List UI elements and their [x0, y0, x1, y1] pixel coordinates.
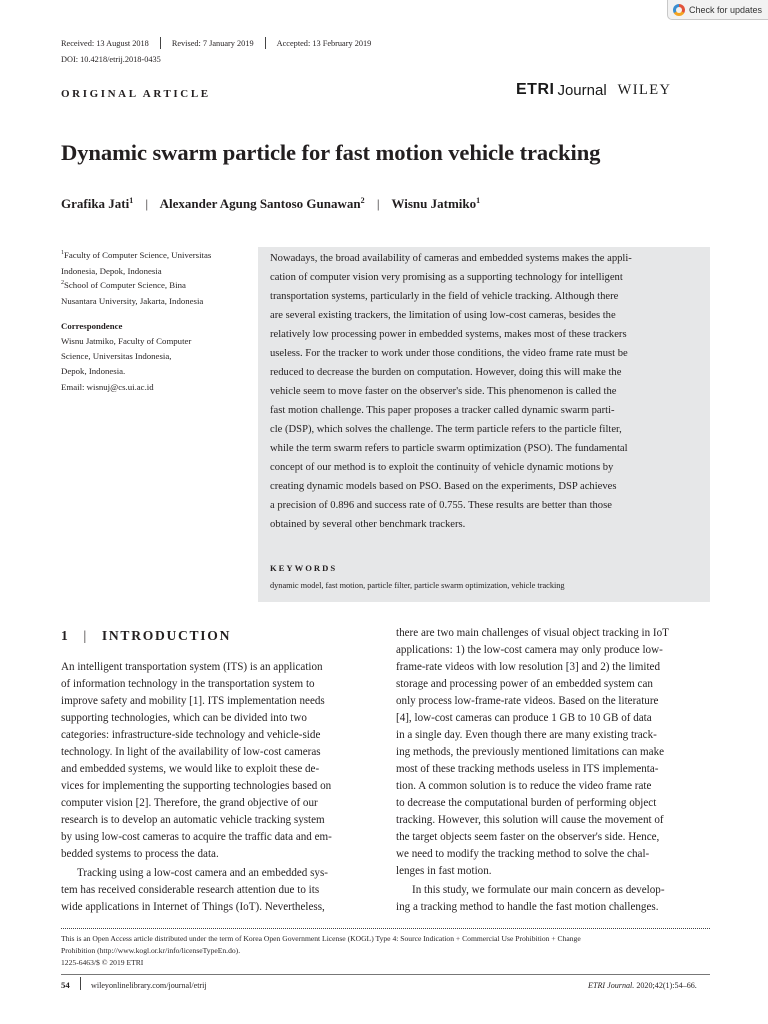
- body-line: vices for implementing the supporting technologies based on: [61, 780, 332, 792]
- body-line: bedded systems to process the data.: [61, 848, 219, 860]
- section-title: INTRODUCTION: [101, 628, 232, 643]
- abstract-line: Nowadays, the broad availability of cameras and embedded systems makes the appli-: [270, 253, 632, 264]
- correspondence-email: Email: wisnuj@cs.ui.ac.id: [61, 381, 154, 392]
- abstract-line: while the term swarm refers to particle swarm optimization (PSO). The fundamental: [270, 443, 628, 454]
- journal-citation: [588, 981, 697, 990]
- abstract-line: obtained by several other benchmark trackers.: [270, 519, 466, 530]
- body-line: we need to modify the tracking method to solve the chal-: [396, 848, 650, 860]
- date-divider: [265, 37, 266, 49]
- article-dates: [61, 37, 371, 49]
- date-divider: [160, 37, 161, 49]
- journal-brand: [516, 80, 671, 100]
- author-name: Alexander Agung Santoso Gunawan: [159, 196, 361, 211]
- wiley-logo: WILEY: [617, 81, 672, 98]
- abstract-line: useless. For the tracker to work under those conditions, the video frame rate must be: [270, 348, 628, 359]
- body-line: technology. In light of the availability of low-cost cameras: [61, 746, 321, 758]
- author-affiliation-mark: 1: [129, 196, 134, 205]
- body-line: tem has received considerable research attention due to its: [61, 884, 320, 896]
- affiliation: $^2$School of Computer Science, Bina Nusantara University, Jakarta, Indonesia: [61, 280, 204, 306]
- affiliation: $^1$Faculty of Computer Science, Universitas Indonesia, Depok, Indonesia: [61, 250, 212, 276]
- abstract-line: vehicle seem to move faster on the observer's side. This phenomenon is called the: [270, 386, 617, 397]
- body-line: by using low-cost cameras to acquire the traffic data and em-: [61, 831, 332, 843]
- body-line: frame-rate videos with low resolution [3] and 2) the limited: [396, 661, 661, 673]
- body-line: to decrease the computational burden of performing object: [396, 797, 657, 809]
- body-line: most of these tracking methods useless in ITS implementa-: [396, 763, 659, 775]
- abstract-line: cle (DSP), which solves the challenge. The term particle refers to the particle filter,: [270, 424, 622, 435]
- body-line: Tracking using a low-cost camera and an embedded sys-: [77, 867, 328, 879]
- body-line: An intelligent transportation system (ITS) is an application: [61, 661, 323, 673]
- body-line: supporting technologies, which can be divided into two: [61, 712, 307, 724]
- page-number-divider: [80, 977, 81, 990]
- journal-website-link[interactable]: wileyonlinelibrary.com/journal/etrij: [91, 981, 207, 990]
- author-name: Wisnu Jatmiko: [391, 196, 477, 211]
- author-separator: |: [145, 196, 149, 211]
- abstract-line: reduced to decrease the burden on computation. However, doing this will make the: [270, 367, 622, 378]
- body-line: only process low-frame-rate videos. Based on the literature: [396, 695, 659, 707]
- etri-logo: ETRI: [516, 81, 555, 98]
- body-line: tion. A common solution is to reduce the video frame rate: [396, 780, 652, 792]
- abstract-line: fast motion challenge. This paper proposes a tracker called dynamic swarm parti-: [270, 405, 615, 416]
- check-for-updates-button[interactable]: [667, 0, 768, 20]
- body-line: in a single day. Even though there are many existing track-: [396, 729, 657, 741]
- correspondence: Wisnu Jatmiko, Faculty of Computer Science, Universitas Indonesia, Depok, Indonesia. Email: wisnuj@cs.ui.ac.id: [61, 336, 192, 392]
- keywords-text: dynamic model, fast motion, particle filter, particle swarm optimization, vehicle tracking: [270, 581, 565, 590]
- body-line: improve safety and mobility [1]. ITS implementation needs: [61, 695, 325, 707]
- abstract-line: concept of our method is to exploit the continuity of vehicle dynamic motions by: [270, 462, 614, 473]
- crossmark-icon: [673, 4, 685, 16]
- body-line: and embedded systems, we would like to exploit these de-: [61, 763, 320, 775]
- body-line: wide applications in Internet of Things (IoT). Nevertheless,: [61, 901, 325, 913]
- author-list: [61, 196, 480, 212]
- abstract-line: transportation systems, particularly in the field of vehicle tracking. Although there: [270, 291, 619, 302]
- author-affiliation-mark: 1: [476, 196, 481, 205]
- body-line: tracking. However, this solution will cause the movement of: [396, 814, 664, 826]
- abstract-line: cation of computer vision very promising as a supporting technology for intelligent: [270, 272, 623, 283]
- body-line: In this study, we formulate our main concern as develop-: [412, 884, 665, 896]
- body-line: ing a tracking method to handle the fast motion challenges.: [396, 901, 659, 913]
- journal-logo-text: Journal: [557, 81, 607, 99]
- accepted-date: Accepted: 13 February 2019: [276, 39, 372, 48]
- abstract-line: are several existing trackers, the limitation of using low-cost cameras, besides the: [270, 310, 616, 321]
- revised-date: Revised: 7 January 2019: [171, 39, 254, 48]
- abstract-line: relatively low processing power in embedded systems, makes most of these trackers: [270, 329, 627, 340]
- footer-divider: [61, 928, 710, 929]
- body-line: storage and processing power of an embedded system can: [396, 678, 653, 690]
- body-line: ing methods, the previously mentioned limitations can make: [396, 746, 665, 758]
- correspondence-heading: Correspondence: [61, 321, 123, 331]
- section-separator: |: [83, 628, 88, 643]
- license-text: This is an Open Access article distributed under the term of Korea Open Government License (KOGL) Type 4: Source Indication + Commercial Use Prohibition + Change: [61, 934, 581, 943]
- body-line: applications: 1) the low-cost camera may only produce low-: [396, 644, 663, 656]
- body-line: lenges in fast motion.: [396, 865, 492, 877]
- page-footer-divider: [61, 974, 710, 975]
- license-text: Prohibition (http://www.kogl.or.kr/info/licenseTypeEn.do).: [61, 946, 241, 955]
- body-line: [4], low-cost cameras can produce 1 GB to 10 GB of data: [396, 712, 652, 724]
- abstract-line: creating dynamic models based on PSO. Based on the experiments, DSP achieves: [270, 481, 617, 492]
- body-line: categories: infrastructure-side technology and vehicle-side: [61, 729, 321, 741]
- citation-details: 2020;42(1):54–66.: [634, 981, 697, 990]
- abstract-line: a precision of 0.896 and success rate of 0.755. These results are better than those: [270, 500, 612, 511]
- body-line: research is to develop an automatic vehicle tracking system: [61, 814, 325, 826]
- body-line: there are two main challenges of visual object tracking in IoT: [396, 627, 669, 639]
- paper-title: Dynamic swarm particle for fast motion vehicle tracking: [61, 140, 601, 165]
- copyright-text: 1225-6463/$ © 2019 ETRI: [61, 958, 144, 967]
- author-separator: |: [376, 196, 380, 211]
- check-for-updates-label: Check for updates: [689, 4, 763, 15]
- received-date: Received: 13 August 2018: [61, 39, 149, 48]
- body-line: of information technology in the transportation system to: [61, 678, 315, 690]
- section-number: 1: [61, 628, 70, 643]
- journal-name: ETRI Journal.: [588, 981, 635, 990]
- author-name: Grafika Jati: [61, 196, 130, 211]
- article-type: ORIGINAL ARTICLE: [61, 88, 211, 100]
- section-heading: [61, 628, 231, 644]
- doi: DOI: 10.4218/etrij.2018-0435: [61, 55, 161, 64]
- body-line: computer vision [2]. Therefore, the grand objective of our: [61, 797, 318, 809]
- page-number: 54: [61, 980, 70, 990]
- author-affiliation-mark: 2: [360, 196, 365, 205]
- body-line: the target objects seem faster on the observer's side. Hence,: [396, 831, 660, 843]
- keywords-heading: KEYWORDS: [270, 563, 338, 573]
